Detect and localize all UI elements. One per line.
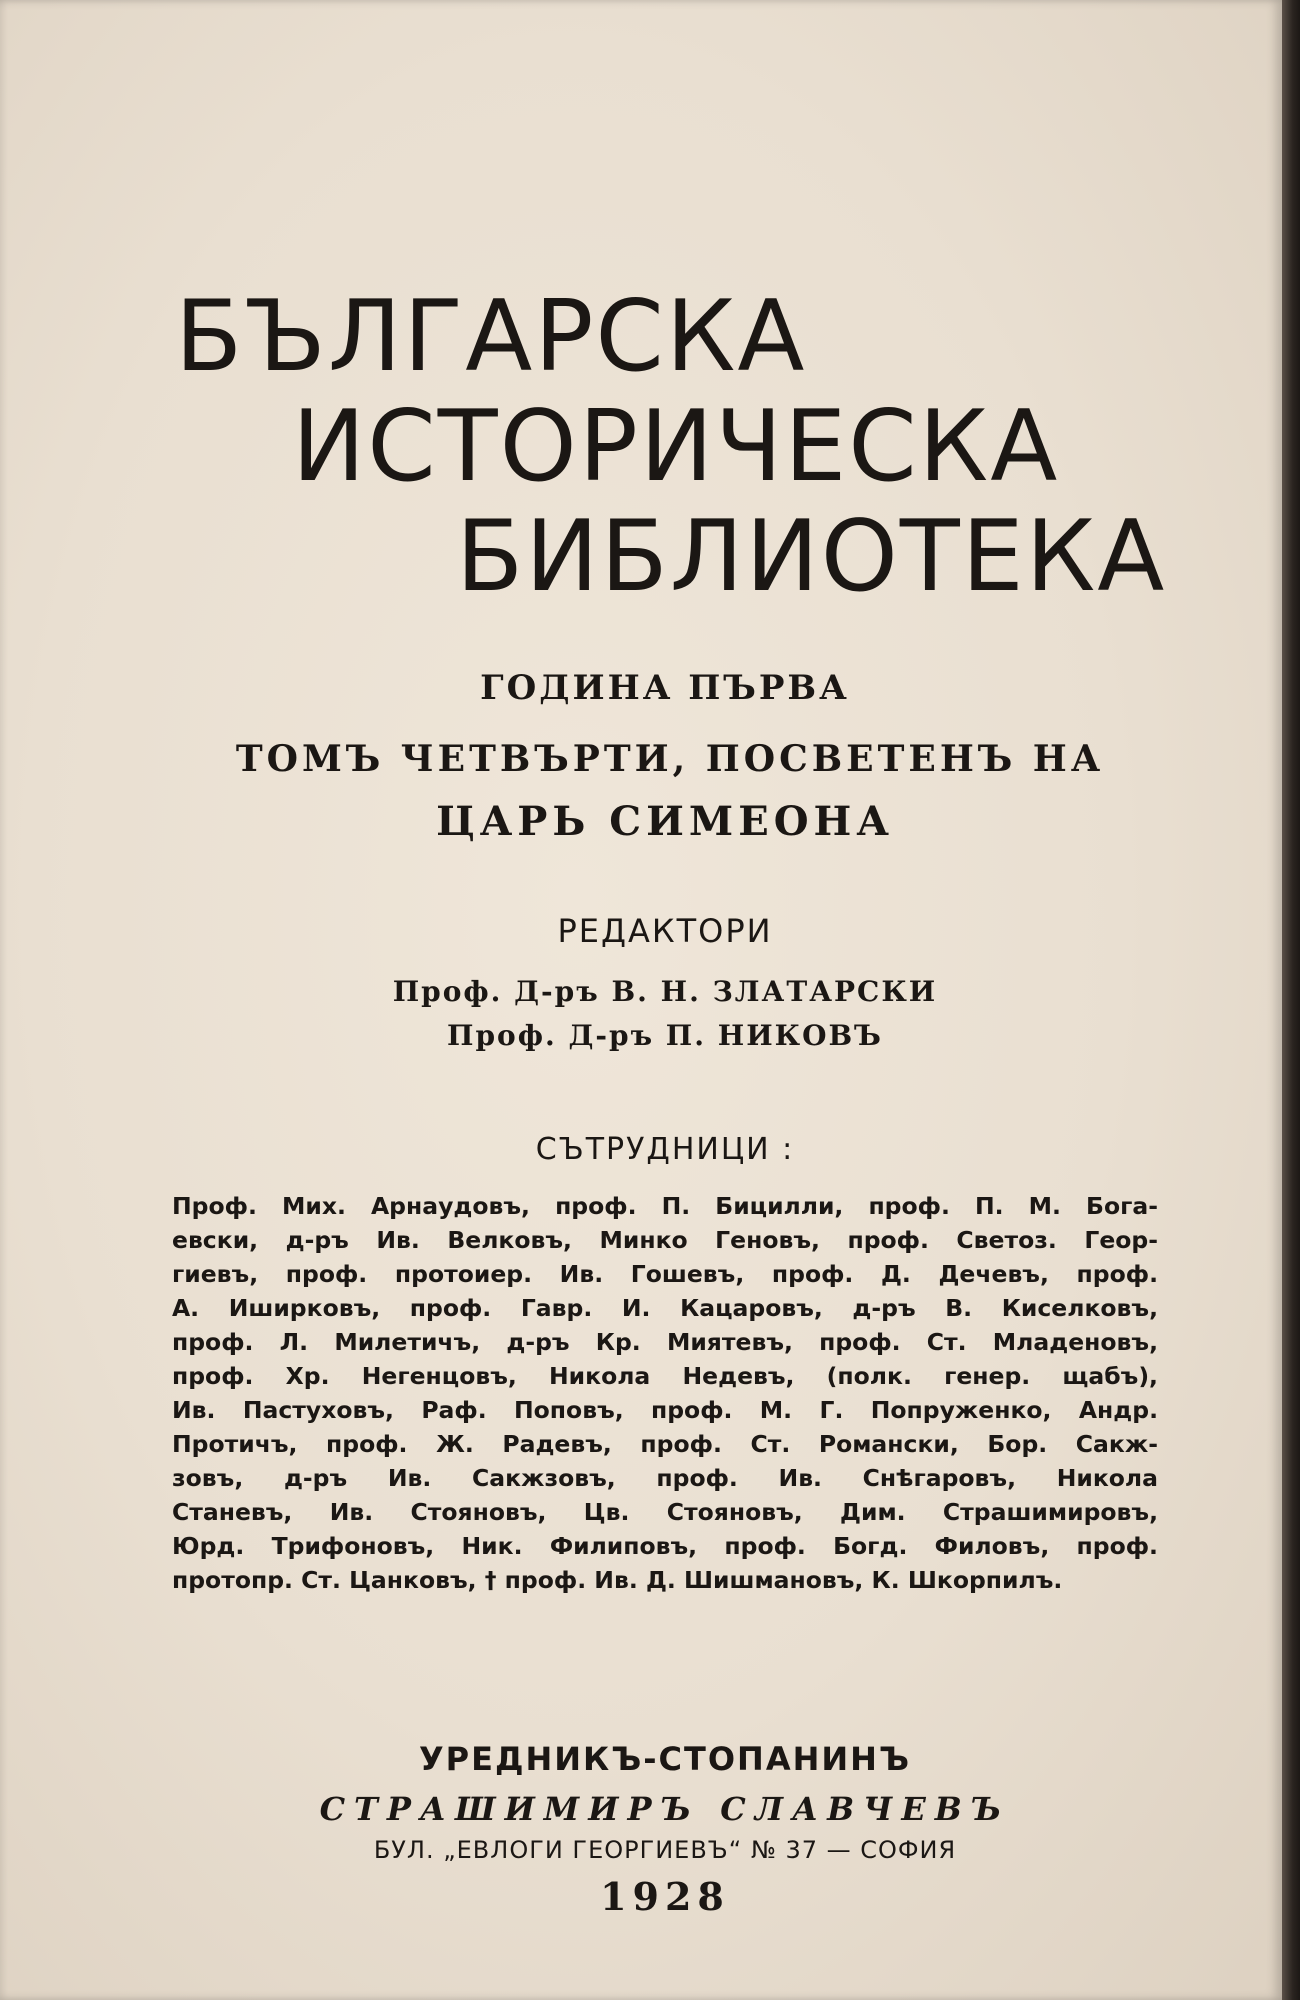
book-spine-edge (1282, 0, 1300, 2000)
contributors-line: протопр. Ст. Цанковъ, † проф. Ив. Д. Шишмановъ, К. Шкорпилъ. (172, 1566, 1063, 1594)
contributors-line: А. Иширковъ, проф. Гавр. И. Кацаровъ, д-ръ В. Киселковъ, (172, 1294, 1158, 1322)
title-line-1: БЪЛГАРСКА (175, 280, 807, 394)
subtitle-dedication: ЦАРЬ СИМЕОНА (436, 798, 894, 845)
contributors-line: Юрд. Трифоновъ, Ник. Филиповъ, проф. Богд. Филовъ, проф. (172, 1532, 1158, 1560)
editors-heading: РЕДАКТОРИ (557, 912, 773, 950)
contributors-heading: СЪТРУДНИЦИ : (535, 1132, 795, 1167)
subtitle-volume: ТОМЪ ЧЕТВЪРТИ, ПОСВЕТЕНЪ НА (235, 738, 1105, 780)
contributors-line: проф. Л. Милетичъ, д-ръ Кр. Миятевъ, проф. Ст. Младеновъ, (172, 1328, 1158, 1356)
publisher-name: СТРАШИМИРЪ СЛАВЧЕВЪ (319, 1790, 1011, 1828)
subtitle-year: ГОДИНА ПЪРВА (480, 668, 850, 708)
contributors-line: зовъ, д-ръ Ив. Сакжзовъ, проф. Ив. Снѣгаровъ, Никола (172, 1464, 1158, 1492)
contributors-line: гиевъ, проф. протоиер. Ив. Гошевъ, проф. Д. Дечевъ, проф. (172, 1260, 1158, 1288)
editor-name: Проф. Д-ръ В. Н. ЗЛАТАРСКИ (392, 975, 938, 1008)
title-line-3: БИБЛИОТЕКА (456, 500, 1167, 614)
editor-name: Проф. Д-ръ П. НИКОВЪ (447, 1019, 883, 1052)
contributors-line: Ив. Пастуховъ, Раф. Поповъ, проф. М. Г. Попруженко, Андр. (172, 1396, 1158, 1424)
contributors-line: Станевъ, Ив. Стояновъ, Цв. Стояновъ, Дим. Страшимировъ, (172, 1498, 1158, 1526)
publisher-role: УРЕДНИКЪ-СТОПАНИНЪ (418, 1740, 911, 1778)
contributors-line: евски, д-ръ Ив. Велковъ, Минко Геновъ, проф. Светоз. Геор- (172, 1226, 1158, 1254)
publisher-address: БУЛ. „ЕВЛОГИ ГЕОРГИЕВЪ“ № 37 — СОФИЯ (373, 1836, 957, 1864)
publication-year: 1928 (600, 1874, 730, 1919)
title-line-2: ИСТОРИЧЕСКА (292, 390, 1060, 504)
contributors-line: проф. Хр. Негенцовъ, Никола Недевъ, (полк. генер. щабъ), (172, 1362, 1158, 1390)
contributors-line: Проф. Мих. Арнаудовъ, проф. П. Бицилли, проф. П. М. Бога- (172, 1192, 1158, 1220)
contributors-line: Протичъ, проф. Ж. Радевъ, проф. Ст. Романски, Бор. Сакж- (172, 1430, 1158, 1458)
